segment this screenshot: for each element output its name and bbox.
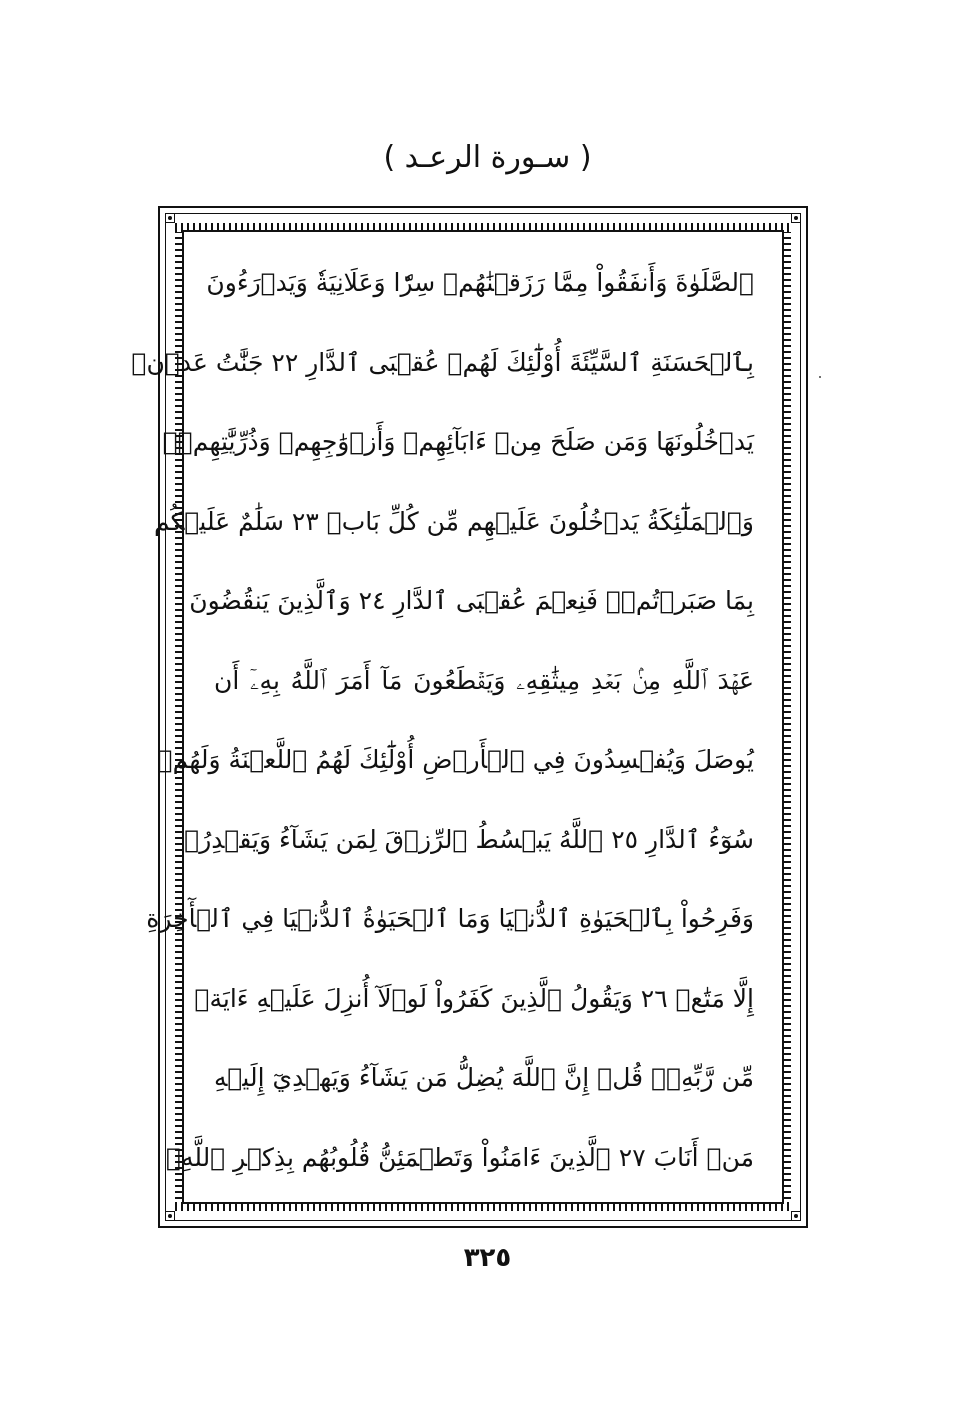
quran-text-block: [131, 258, 754, 1212]
surah-title: ( سـورة الرعـد ): [383, 140, 592, 175]
text-line: مَنۡ أَنَابَ ٢٧ ٱلَّذِينَ ءَامَنُواْ وَتَطۡمَئِنُّ قُلُوبُهُم بِذِكۡرِ ٱللَّهِۗ: [165, 1142, 754, 1172]
text-line: عَهۡدَ ٱللَّهِ مِنۢ بَعۡدِ مِيثَٰقِهِۦ وَيَقۡطَعُونَ مَآ أَمَرَ ٱللَّهُ بِهِۦٓ أَن: [214, 665, 754, 695]
text-line: يُوصَلَ وَيُفۡسِدُونَ فِي ٱلۡأَرۡضِ أُوْلَٰٓئِكَ لَهُمُ ٱللَّعۡنَةُ وَلَهُمۡ: [157, 745, 754, 774]
text-line: مِّن رَّبِّهِۦۚ قُلۡ إِنَّ ٱللَّهَ يُضِلُّ مَن يَشَآءُ وَيَهۡدِيٓ إِلَيۡهِ: [214, 1063, 754, 1092]
text-line: بِٱلۡحَسَنَةِ ٱلسَّيِّئَةَ أُوْلَٰٓئِكَ لَهُمۡ عُقۡبَى ٱلدَّارِ ٢٢ جَنَّٰتُ عَدۡنٖ: [131, 347, 754, 377]
text-line: سُوٓءُ ٱلدَّارِ ٢٥ ٱللَّهُ يَبۡسُطُ ٱلرِّزۡقَ لِمَن يَشَآءُ وَيَقۡدِرُۚ: [184, 824, 754, 854]
corner-ornament-icon: [165, 213, 175, 223]
text-line: وَفَرِحُواْ بِٱلۡحَيَوٰةِ ٱلدُّنۡيَا وَمَا ٱلۡحَيَوٰةُ ٱلدُّنۡيَا فِي ٱلۡأٓخِرَةِ: [146, 904, 754, 933]
corner-ornament-icon: [791, 213, 801, 223]
text-line: وَٱلۡمَلَٰٓئِكَةُ يَدۡخُلُونَ عَلَيۡهِم مِّن كُلِّ بَابٖ ٢٣ سَلَٰمٌ عَلَيۡكُم: [153, 506, 754, 536]
text-line: ٱلصَّلَوٰةَ وَأَنفَقُواْ مِمَّا رَزَقۡنَٰهُمۡ سِرّٗا وَعَلَانِيَةٗ وَيَدۡرَءُونَ: [206, 268, 754, 297]
page-number: ٣٢٥: [463, 1243, 512, 1273]
stray-mark: [819, 376, 821, 378]
corner-ornament-icon: [165, 1211, 175, 1221]
text-line: يَدۡخُلُونَهَا وَمَن صَلَحَ مِنۡ ءَابَآئِهِمۡ وَأَزۡوَٰجِهِمۡ وَذُرِّيَّٰتِهِمۡۖ: [162, 427, 754, 456]
text-line: بِمَا صَبَرۡتُمۡۚ فَنِعۡمَ عُقۡبَى ٱلدَّارِ ٢٤ وَٱلَّذِينَ يَنقُضُونَ: [189, 586, 754, 615]
corner-ornament-icon: [791, 1211, 801, 1221]
text-line: إِلَّا مَتَٰعٞ ٢٦ وَيَقُولُ ٱلَّذِينَ كَفَرُواْ لَوۡلَآ أُنزِلَ عَلَيۡهِ ءَايَةٞ: [194, 983, 754, 1013]
